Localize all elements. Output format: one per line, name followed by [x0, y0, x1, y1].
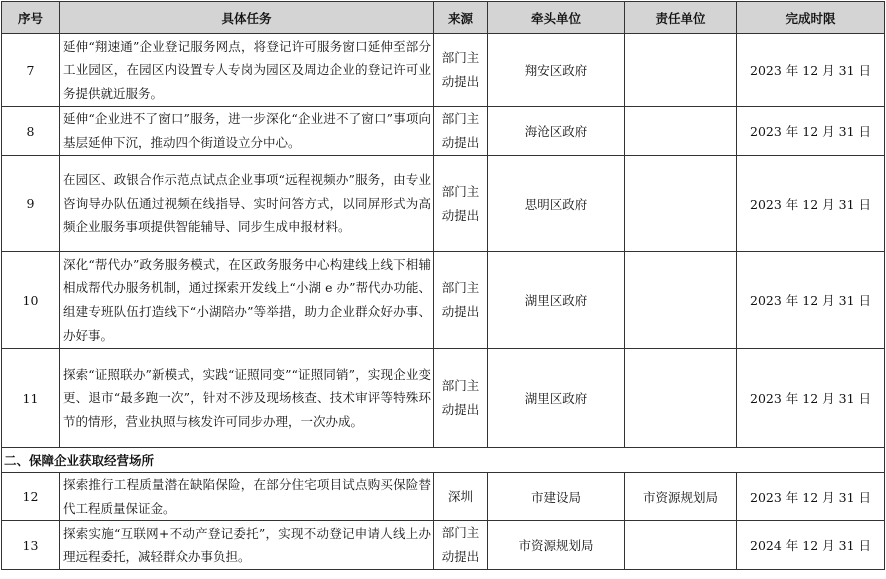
row-responsible	[625, 34, 737, 107]
row-source: 部门主动提出	[434, 107, 488, 156]
row-responsible	[625, 107, 737, 156]
task-table-container	[1, 1, 885, 570]
header-task: 具体任务	[60, 2, 434, 34]
header-deadline: 完成时限	[737, 2, 885, 34]
row-lead: 翔安区政府	[488, 34, 625, 107]
row-seq: 8	[2, 107, 60, 156]
table-row	[2, 252, 885, 349]
row-task: 探索推行工程质量潜在缺陷保险，在部分住宅项目试点购买保险替代工程质量保证金。	[60, 473, 434, 521]
row-responsible	[625, 156, 737, 252]
row-lead: 市资源规划局	[488, 521, 625, 570]
row-responsible	[625, 521, 737, 570]
table-row	[2, 521, 885, 570]
row-seq: 10	[2, 252, 60, 349]
row-source: 部门主动提出	[434, 156, 488, 252]
row-task: 深化“帮代办”政务服务模式，在区政务服务中心构建线上线下相辅相成帮代办服务机制，通过探索开发线上“小湖 e 办”帮代办功能、组建专班队伍打造线下“小湖陪办”等举措，助力企业群众好办事、办好事。	[60, 252, 434, 349]
row-task: 延伸“企业进不了窗口”服务，进一步深化“企业进不了窗口”事项向基层延伸下沉，推动四个街道设立分中心。	[60, 107, 434, 156]
row-deadline: 2024 年 12 月 31 日	[737, 521, 885, 570]
row-deadline: 2023 年 12 月 31 日	[737, 252, 885, 349]
row-lead: 市建设局	[488, 473, 625, 521]
row-source: 部门主动提出	[434, 521, 488, 570]
table-row	[2, 156, 885, 252]
row-deadline: 2023 年 12 月 31 日	[737, 349, 885, 448]
row-source: 深圳	[434, 473, 488, 521]
header-source: 来源	[434, 2, 488, 34]
row-seq: 11	[2, 349, 60, 448]
table-row	[2, 349, 885, 448]
header-responsible: 责任单位	[625, 2, 737, 34]
row-source: 部门主动提出	[434, 252, 488, 349]
row-seq: 12	[2, 473, 60, 521]
row-lead: 思明区政府	[488, 156, 625, 252]
row-seq: 13	[2, 521, 60, 570]
row-seq: 7	[2, 34, 60, 107]
row-deadline: 2023 年 12 月 31 日	[737, 34, 885, 107]
row-lead: 湖里区政府	[488, 349, 625, 448]
header-row	[2, 2, 885, 34]
table-row	[2, 107, 885, 156]
task-table	[1, 1, 885, 570]
row-deadline: 2023 年 12 月 31 日	[737, 473, 885, 521]
row-task: 在园区、政银合作示范点试点企业事项“远程视频办”服务，由专业咨询导办队伍通过视频在线指导、实时问答方式，以同屏形式为高频企业服务事项提供智能辅导、同步生成申报材料。	[60, 156, 434, 252]
row-source: 部门主动提出	[434, 34, 488, 107]
row-responsible	[625, 349, 737, 448]
row-lead: 海沧区政府	[488, 107, 625, 156]
section-heading: 二、保障企业获取经营场所	[2, 448, 885, 473]
row-task: 探索实施“互联网+不动产登记委托”，实现不动登记申请人线上办理远程委托，减轻群众办事负担。	[60, 521, 434, 570]
section-row	[2, 448, 885, 473]
row-responsible: 市资源规划局	[625, 473, 737, 521]
row-lead: 湖里区政府	[488, 252, 625, 349]
row-seq: 9	[2, 156, 60, 252]
row-responsible	[625, 252, 737, 349]
header-lead: 牵头单位	[488, 2, 625, 34]
row-task: 探索“证照联办”新模式，实践“证照同变”“证照同销”，实现企业变更、退市“最多跑一次”，针对不涉及现场核查、技术审评等特殊环节的情形，营业执照与核发许可同步办理，一次办成。	[60, 349, 434, 448]
row-source: 部门主动提出	[434, 349, 488, 448]
header-seq: 序号	[2, 2, 60, 34]
row-deadline: 2023 年 12 月 31 日	[737, 156, 885, 252]
table-row	[2, 34, 885, 107]
row-deadline: 2023 年 12 月 31 日	[737, 107, 885, 156]
table-row	[2, 473, 885, 521]
row-task: 延伸“翔速通”企业登记服务网点，将登记许可服务窗口延伸至部分工业园区，在园区内设置专人专岗为园区及周边企业的登记许可业务提供就近服务。	[60, 34, 434, 107]
